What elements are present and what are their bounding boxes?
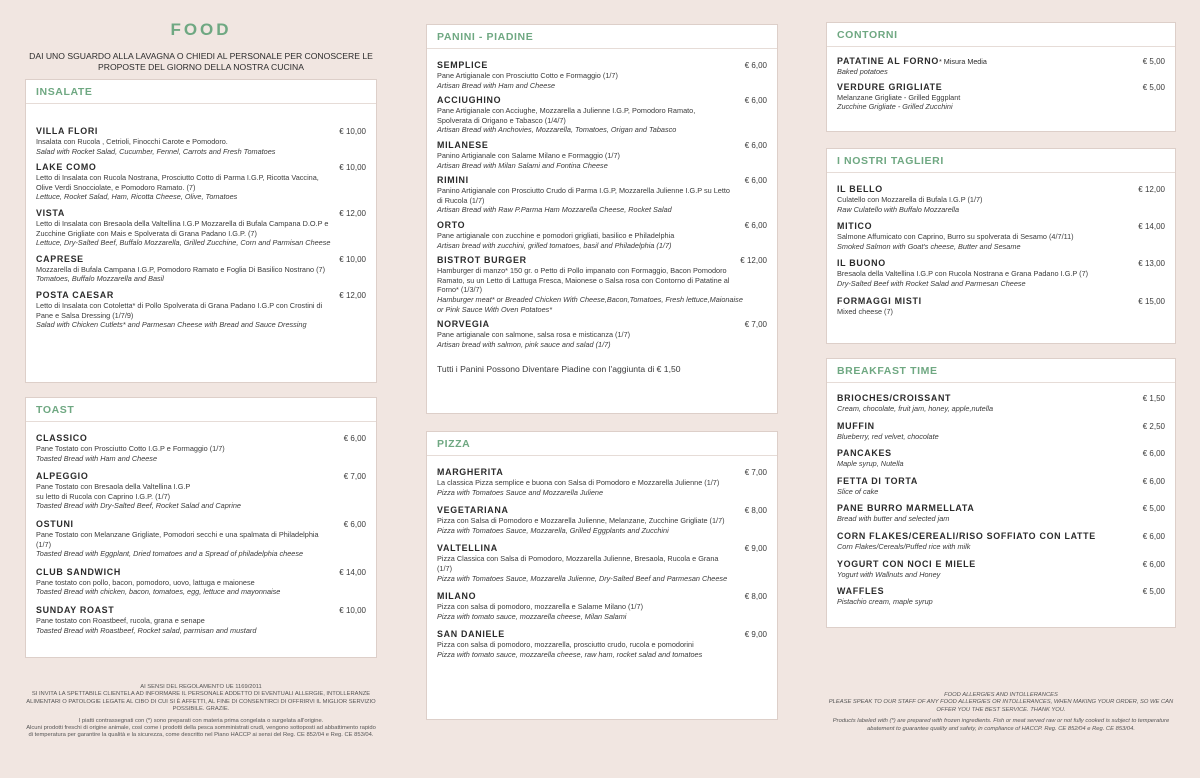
item-english-description: Pizza with Tomatoes Sauce, Mozzarella, Grilled Eggplants and Zucchini — [437, 525, 669, 535]
item-name-text: CLASSICO — [36, 433, 88, 443]
item-name — [837, 476, 918, 487]
menu-item — [437, 319, 767, 349]
item-english-description: Raw Culatello with Buffalo Mozzarella — [837, 204, 960, 214]
breakfast-list — [827, 383, 1175, 607]
menu-item — [837, 56, 1165, 77]
item-price: € 5,00 — [1142, 504, 1165, 514]
item-english-description: Pizza with Tomatoes Sauce, Mozzarella Julienne, Dry-Salted Beef and Parmesan Cheese — [437, 573, 728, 583]
item-price: € 5,00 — [1142, 587, 1165, 597]
item-price: € 5,00 — [1142, 57, 1165, 66]
item-english-description: Hamburger meat* or Breaded Chicken With Cheese,Bacon,Tomatoes, Fresh lettuce,Maionaise or Pink Sauce With Oven Potatoes* — [437, 294, 743, 314]
item-english-description: Toasted Bread with Roastbeef, Rocket salad, parmisan and mustard — [36, 625, 257, 635]
legal-notice-en — [826, 692, 1176, 737]
food-title: FOOD — [170, 20, 232, 39]
item-english-description: Maple syrup, Nutella — [837, 459, 904, 469]
menu-item — [837, 221, 1165, 251]
menu-item — [437, 220, 767, 250]
item-english-description: Toasted Bread with chicken, bacon, tomatoes, egg, lettuce and mayonnaise — [36, 587, 281, 597]
menu-item — [837, 82, 1165, 112]
item-description: Pizza con salsa di pomodoro, mozzarella e Salame Milano (1/7) — [437, 602, 644, 612]
item-name-text: YOGURT CON NOCI E MIELE — [837, 558, 976, 569]
item-name-text: SAN DANIELE — [437, 629, 505, 640]
pizza-card — [426, 431, 778, 720]
item-price: € 7,00 — [343, 472, 366, 482]
item-price: € 12,00 — [740, 256, 767, 266]
item-price: € 1,50 — [1142, 394, 1165, 403]
item-name-text: ORTO — [437, 219, 466, 230]
item-price: € 10,00 — [339, 254, 366, 264]
item-description: Pane artigianale con salmone, salsa rosa e misticanza (1/7) — [437, 330, 631, 340]
item-price: € 14,00 — [1138, 222, 1165, 232]
panini-title: PANINI - PIADINE — [427, 25, 777, 49]
item-name-text: BRIOCHES/CROISSANT — [837, 393, 952, 403]
legal-notice-it — [25, 684, 377, 744]
panini-card — [426, 24, 778, 414]
menu-item — [437, 60, 767, 90]
item-price: € 6,00 — [1142, 531, 1165, 541]
menu-item — [837, 559, 1165, 580]
item-name-text: POSTA CAESAR — [36, 289, 114, 300]
taglieri-list — [827, 173, 1175, 316]
item-price: € 9,00 — [744, 544, 767, 554]
item-price: € 10,00 — [339, 163, 366, 173]
item-price: € 13,00 — [1138, 259, 1165, 269]
item-english-description: Artisan Bread with Ham and Cheese — [437, 80, 556, 90]
item-price: € 6,00 — [744, 220, 767, 230]
contorni-title: CONTORNI — [827, 23, 1175, 47]
menu-item — [837, 421, 1165, 442]
item-name — [837, 586, 884, 597]
menu-item — [437, 467, 767, 497]
item-name-text: CLUB SANDWICH — [36, 566, 122, 577]
item-description: Pizza Classica con Salsa di Pomodoro, Mozzarella Julienne, Bresaola, Rucola e Grana (1/7) — [437, 554, 719, 573]
menu-item — [437, 543, 767, 583]
item-description: Pane Tostato con Melanzane Grigliate, Pomodori secchi e una spalmata di Philadelphia (1/7) — [36, 529, 319, 549]
item-description: Letto di Insalata con Rucola Nostrana, Prosciutto Cotto di Parma I.G.P, Ricotta Vaccina, Olive Verdi Snocciolate, e Pomodoro Ramato. (7) — [36, 173, 319, 192]
item-english-description: Bread with butter and selected jam — [837, 514, 950, 524]
item-name — [437, 175, 469, 186]
menu-item — [837, 258, 1165, 288]
item-english-description: Salad with Rocket Salad, Cucumber, Fennel, Carrots and Fresh Tomatoes — [36, 146, 276, 156]
menu-item — [837, 586, 1165, 607]
item-description: Pane tostato con pollo, bacon, pomodoro, uovo, lattuga e maionese — [36, 577, 255, 587]
item-english-description: Pizza with tomato sauce, mozzarella cheese, raw ham, rocket salad and tomatoes — [437, 649, 703, 659]
item-size-note: * Misura Media — [938, 57, 987, 66]
menu-item — [437, 505, 767, 535]
menu-item — [36, 162, 366, 202]
item-name-text: LAKE COMO — [36, 162, 97, 173]
item-name-text: NORVEGIA — [437, 319, 490, 330]
item-name-text: OSTUNI — [36, 518, 74, 529]
item-name-text: MUFFIN — [837, 420, 875, 431]
menu-item — [36, 471, 366, 511]
item-description: Mixed cheese (7) — [837, 306, 893, 316]
toast-list — [26, 422, 376, 635]
item-description: Melanzane Grigliate - Grilled Eggplant — [837, 92, 961, 102]
item-name — [36, 126, 98, 137]
menu-item — [36, 567, 366, 597]
item-name — [36, 254, 84, 265]
taglieri-title: I NOSTRI TAGLIERI — [827, 149, 1175, 173]
item-name-text: FETTA DI TORTA — [837, 475, 918, 486]
item-english-description: Toasted Bread with Ham and Cheese — [36, 453, 158, 463]
legal-it-frozen: I piatti contrassegnati con (*) sono preparati con materia prima congelata o surgelata all'origine. Alcuni prodotti freschi di origine animale, così come i prodotti della pesca somministrati crudi, vengono sottoposti ad abbattimento rapido di temperatura per garantire la qualità e la sicurezza, come descritto nel Piano HACCP ai sensi del Reg. CE 852/04 e Reg. CE 853/04. — [26, 717, 376, 739]
menu-item — [837, 476, 1165, 497]
item-description: Panino Artigianale con Salame Milano e Formaggio (1/7) — [437, 150, 620, 160]
item-description: Bresaola della Valtellina I.G.P con Rucola Nostrana e Grana Padano I.G.P (7) — [837, 269, 1089, 279]
item-english-description: Tomatoes, Buffalo Mozzarella and Basil — [36, 274, 164, 284]
item-name-text: VEGETARIANA — [437, 505, 509, 516]
menu-item — [36, 208, 366, 248]
item-english-description: Pistachio cream, maple syrup — [837, 597, 933, 607]
item-price: € 15,00 — [1138, 296, 1165, 306]
menu-item — [837, 448, 1165, 469]
item-english-description: Lettuce, Rocket Salad, Ham, Ricotta Cheese, Olive, Tomatoes — [36, 192, 238, 202]
item-price: € 12,00 — [339, 290, 366, 300]
item-price: € 5,00 — [1142, 82, 1165, 92]
item-name — [837, 82, 942, 93]
item-price: € 6,00 — [744, 140, 767, 150]
item-english-description: Artisan bread with salmon, pink sauce and salad (1/7) — [437, 339, 611, 349]
menu-item — [837, 184, 1165, 214]
item-name-text: SEMPLICE — [437, 60, 488, 70]
insalate-list — [26, 104, 376, 330]
item-name — [437, 629, 505, 640]
item-english-description: Yogurt with Wallnuts and Honey — [837, 569, 941, 579]
item-name-text: VISTA — [36, 207, 65, 218]
item-description: Insalata con Rucola , Cetrioli, Finocchi Carote e Pomodoro. — [36, 137, 228, 146]
item-english-description: Artisan bread with zucchini, grilled tomatoes, basil and Philadelphia (1/7) — [437, 240, 672, 250]
insalate-card — [25, 79, 377, 383]
item-name — [437, 467, 504, 478]
item-price: € 6,00 — [343, 434, 366, 443]
item-description: Salmone Affumicato con Caprino, Burro su spolverata di Sesamo (4/7/11) — [837, 232, 1074, 242]
item-description: La classica Pizza semplice e buona con Salsa di Pomodoro e Mozzarella Julienne (1/7) — [437, 478, 720, 487]
item-price: € 2,50 — [1142, 421, 1165, 431]
item-description: Pane Tostato con Prosciutto Cotto I.G.P e Formaggio (1/7) — [36, 444, 225, 453]
item-name — [437, 543, 498, 554]
item-name-text: PATATINE AL FORNO — [837, 56, 939, 66]
item-name-text: PANE BURRO MARMELLATA — [837, 503, 975, 514]
item-name — [437, 319, 490, 330]
contorni-list — [827, 47, 1175, 112]
item-name — [36, 162, 97, 173]
item-english-description: Corn Flakes/Cereals/Puffed rice with milk — [837, 541, 971, 551]
insalate-title: INSALATE — [26, 80, 376, 104]
item-name — [837, 393, 951, 404]
item-english-description: Toasted Bread with Eggplant, Dried tomatoes and a Spread of philadelphia cheese — [36, 549, 304, 559]
item-name — [437, 591, 476, 602]
item-price: € 6,00 — [744, 61, 767, 70]
menu-item — [437, 140, 767, 170]
item-english-description: Salad with Chicken Cutlets* and Parmesan Cheese with Bread and Sauce Dressing — [36, 320, 307, 330]
item-description: Pane Artigianale con Acciughe, Mozzarella a Julienne I.G.P, Pomodoro Ramato, Spolverata di Origano e Tabasco (1/4/7) — [437, 106, 696, 125]
item-price: € 12,00 — [339, 208, 366, 218]
menu-item — [437, 95, 767, 135]
item-name — [837, 56, 987, 67]
contorni-card — [826, 22, 1176, 132]
item-english-description: Blueberry, red velvet, chocolate — [837, 431, 939, 441]
item-name-text: WAFFLES — [837, 586, 885, 597]
menu-item — [36, 433, 366, 463]
item-price: € 6,00 — [744, 96, 767, 106]
menu-item — [36, 290, 366, 330]
item-description: Hamburger di manzo* 150 gr. o Petto di Pollo impanato con Formaggio, Bacon Pomodoro Ramato, su un Letto di Lattuga Fresca, Maionese o Salsa rosa con Contorno di Patatine al Forno* (1/3/7) — [437, 266, 730, 295]
item-description: Pane Tostato con Bresaola della Valtellina I.G.P su letto di Rucola con Caprino I.G.P. (1/7) — [36, 482, 191, 501]
item-name — [837, 296, 922, 307]
item-english-description: Artisan Bread with Milan Salami and Fontina Cheese — [437, 160, 608, 170]
item-name-text: SUNDAY ROAST — [36, 604, 115, 615]
breakfast-title: BREAKFAST TIME — [827, 359, 1175, 383]
item-name — [36, 471, 88, 482]
item-english-description: Artisan Bread with Raw P.Parma Ham Mozzarella Cheese, Rocket Salad — [437, 205, 672, 215]
menu-item — [36, 519, 366, 559]
item-english-description: Dry-Salted Beef with Rocket Salad and Parmesan Cheese — [837, 278, 1026, 288]
taglieri-card — [826, 148, 1176, 344]
item-name — [36, 605, 114, 616]
item-english-description: Zucchine Grigliate - Grilled Zucchini — [837, 102, 953, 112]
item-name-text: BISTROT BURGER — [437, 255, 527, 266]
item-english-description: Toasted Bread with Dry-Salted Beef, Rocket Salad and Caprine — [36, 501, 241, 511]
item-name — [36, 433, 87, 444]
item-name-text: VILLA FLORI — [36, 126, 99, 136]
item-name — [36, 208, 65, 219]
pizza-list — [427, 456, 777, 660]
item-name-text: VERDURE GRIGLIATE — [837, 81, 943, 92]
item-name — [837, 503, 974, 514]
menu-item — [36, 126, 366, 156]
item-name-text: VALTELLINA — [437, 543, 498, 554]
item-name — [437, 95, 501, 106]
legal-it-allergies: AI SENSI DEL REGOLAMENTO UE 1169/2011 SI INVITA LA SPETTABILE CLIENTELA AD INFORMARE IL PERSONALE ADDETTO DI EVENTUALI ALLERGIE, INTOLLERANZE ALIMENTARI O PATOLOGIE LEGATE AL CIBO DI CUI SI È AFFETTI, AL FINE DI CONSENTIRCI DI OFFRIRVI IL MIGLIOR SERVIZIO POSSIBILE. GRAZIE. — [26, 684, 376, 713]
item-name-text: IL BELLO — [837, 184, 883, 194]
item-name — [437, 140, 488, 151]
menu-item — [437, 255, 767, 314]
item-name-text: IL BUONO — [837, 258, 886, 269]
item-name — [837, 559, 976, 570]
item-price: € 10,00 — [339, 605, 366, 615]
item-name — [36, 519, 74, 530]
toast-card — [25, 397, 377, 658]
menu-item — [837, 296, 1165, 317]
item-name-text: MILANO — [437, 591, 477, 602]
item-english-description: Cream, chocolate, fruit jam, honey, apple,nutella — [837, 404, 994, 413]
item-description: Pizza con salsa di pomodoro, mozzarella, prosciutto crudo, rucola e pomodorini — [437, 640, 694, 650]
pizza-title: PIZZA — [427, 432, 777, 456]
item-name-text: MITICO — [837, 221, 873, 232]
menu-item — [837, 531, 1165, 552]
item-english-description: Artisan Bread with Anchovies, Mozzarella, Tomatoes, Origan and Tabasco — [437, 125, 677, 135]
food-intro: DAI UNO SGUARDO ALLA LAVAGNA O CHIEDI AL PERSONALE PER CONOSCERE LE PROPOSTE DEL GIORNO DELLA NOSTRA CUCINA — [29, 51, 373, 72]
panini-list — [427, 49, 777, 349]
menu-item — [837, 393, 1165, 414]
item-price: € 9,00 — [744, 630, 767, 640]
item-name-text: FORMAGGI MISTI — [837, 295, 922, 306]
item-name — [837, 258, 886, 269]
legal-en-frozen: Products labeled with (*) are prepared with frozen ingredients. Fish or meat served raw or not fully cooked is subject to temperature abatement to guarantee quality and safety, in compliance of HACCP. Reg. CE 852/04 e Reg. CE 853/04. — [832, 718, 1170, 732]
item-name — [437, 60, 488, 71]
item-description: Pane Artigianale con Prosciutto Cotto e Formaggio (1/7) — [437, 71, 618, 80]
item-description: Culatello con Mozzarella di Bufala I.G.P (1/7) — [837, 195, 983, 204]
item-name-text: CAPRESE — [36, 253, 84, 264]
item-name — [837, 184, 883, 195]
menu-item — [437, 175, 767, 215]
item-price: € 8,00 — [744, 506, 767, 516]
item-price: € 6,00 — [1142, 476, 1165, 486]
panini-note: Tutti i Panini Possono Diventare Piadine con l'aggiunta di € 1,50 — [437, 364, 681, 375]
item-name — [36, 290, 114, 301]
item-price: € 6,00 — [1142, 559, 1165, 569]
menu-item — [437, 591, 767, 621]
item-name-text: RIMINI — [437, 175, 469, 186]
item-name-text: PANCAKES — [837, 448, 892, 459]
item-description: Pane tostato con Roastbeef, rucola, grana e senape — [36, 615, 205, 625]
item-price: € 10,00 — [339, 127, 366, 136]
item-price: € 7,00 — [744, 468, 767, 477]
item-price: € 14,00 — [339, 567, 366, 577]
breakfast-card — [826, 358, 1176, 628]
item-english-description: Smoked Salmon with Goat's cheese, Butter and Sesame — [837, 241, 1021, 251]
item-price: € 12,00 — [1138, 185, 1165, 194]
item-description: Pizza con Salsa di Pomodoro e Mozzarella Julienne, Melanzane, Zucchine Grigliate (1/7) — [437, 516, 725, 526]
item-price: € 7,00 — [744, 320, 767, 330]
item-english-description: Baked potatoes — [837, 67, 888, 76]
menu-item — [36, 605, 366, 635]
menu-item — [837, 503, 1165, 524]
item-name — [837, 448, 892, 459]
item-name-text: MARGHERITA — [437, 467, 504, 477]
item-name — [437, 220, 465, 231]
item-name-text: ALPEGGIO — [36, 471, 89, 482]
item-description: Pane artigianale con zucchine e pomodori grigliati, basilico e Philadelphia — [437, 230, 675, 240]
legal-en-allergies: FOOD ALLERGIES AND INTOLLERANCES PLEASE SPEAK TO OUR STAFF OF ANY FOOD ALLERGIES OR INTOLLERANCES, WHEN MAKING YOUR ORDER, SO WE CAN OFFER YOU THE BEST SERVICE. THANK YOU. — [828, 692, 1174, 713]
item-name — [837, 221, 872, 232]
item-price: € 6,00 — [343, 519, 366, 529]
item-name — [36, 567, 121, 578]
item-english-description: Lettuce, Dry-Salted Beef, Buffalo Mozzarella, Grilled Zucchine, Corn and Parmisan Cheese — [36, 238, 331, 248]
toast-title: TOAST — [26, 398, 376, 422]
item-description: Letto di Insalata con Cotoletta* di Pollo Spolverata di Grana Padano I.G.P con Crostini di Pane e Salsa Dressing (1/7/9) — [36, 300, 323, 320]
menu-item — [36, 254, 366, 284]
item-name — [437, 255, 527, 266]
item-price: € 6,00 — [1142, 449, 1165, 459]
item-price: € 6,00 — [744, 176, 767, 186]
item-name — [837, 421, 875, 432]
item-name — [437, 505, 509, 516]
item-price: € 8,00 — [744, 592, 767, 602]
item-name-text: ACCIUGHINO — [437, 95, 502, 106]
item-english-description: Pizza with Tomatoes Sauce and Mozzarella Juliene — [437, 487, 604, 497]
item-name — [837, 531, 1096, 542]
item-name-text: MILANESE — [437, 139, 489, 150]
item-english-description: Pizza with tomato sauce, mozzarella cheese, Milan Salami — [437, 611, 627, 621]
item-name-text: CORN FLAKES/CEREALI/RISO SOFFIATO CON LATTE — [837, 530, 1096, 541]
item-description: Panino Artigianale con Prosciutto Crudo di Parma I.G.P, Mozzarella Julienne I.G.P su Letto di Rucola (1/7) — [437, 186, 730, 205]
item-description: Mozzarella di Bufala Campana I.G.P, Pomodoro Ramato e Foglia Di Basilico Nostrano (7) — [36, 264, 326, 274]
menu-item — [437, 629, 767, 659]
item-description: Letto di Insalata con Bresaola della Valtellina I.G.P Mozzarella di Bufala Campana D.O.P e Zucchine Grigliate con Mais e Spolverata di Grana Padano I.G.P. (7) — [36, 218, 329, 238]
item-english-description: Slice of cake — [837, 486, 879, 496]
